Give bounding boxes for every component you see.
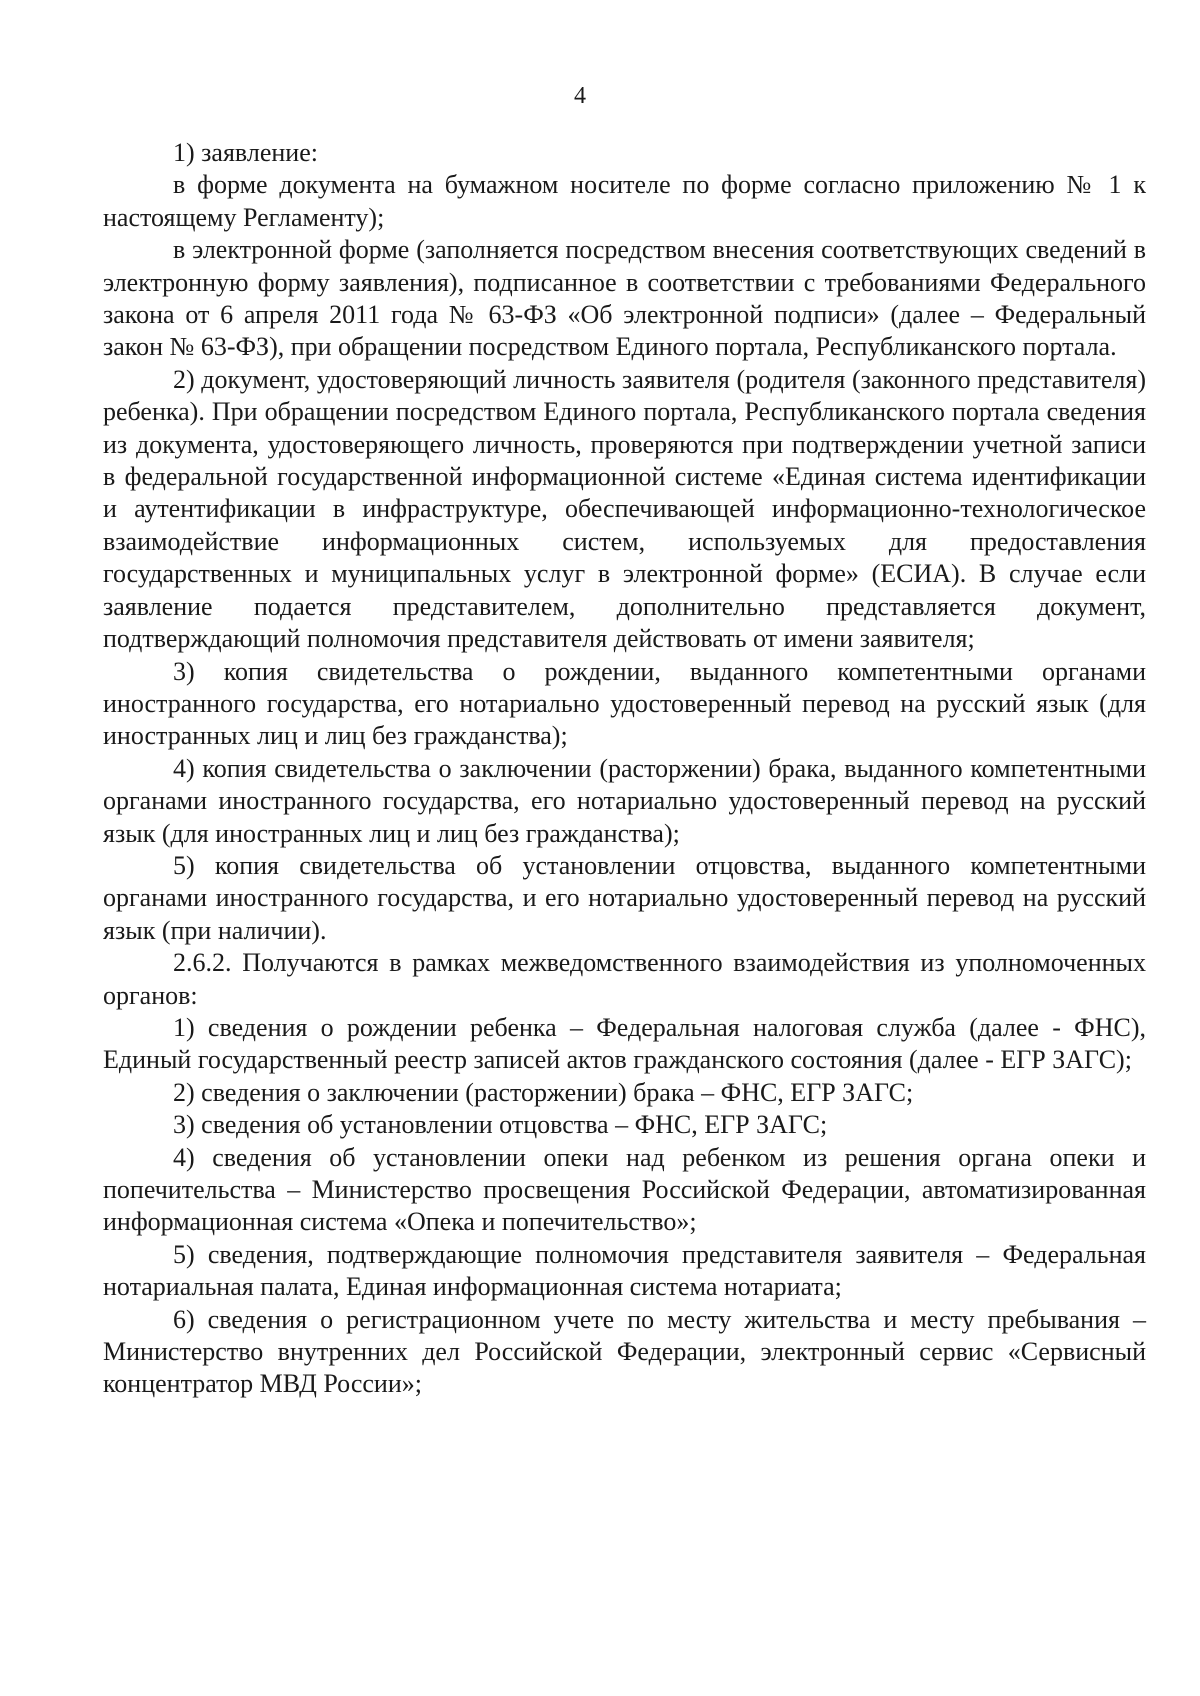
paragraph-electronic-form: в электронной форме (заполняется посредством внесения соответствующих сведений в электронную форму заявления), подписанное в соответствии с требованиями Федерального закона от 6 апреля 2011 года № 63-ФЗ «Об электронной подписи» (далее – Федеральный закон № 63-ФЗ), при обращении посредством Единого портала, Республиканского портала. xyxy=(103,235,1146,362)
paragraph-item-2-identity-document: 2) документ, удостоверяющий личность заявителя (родителя (законного представителя) ребенка). При обращении посредством Единого портала, Республиканского портала сведения из документа, удостоверяющего личность, проверяются при подтверждении учетной записи в федеральной государственной информационной системе «Единая система идентификации и аутентификации в инфраструктуре, обеспечивающей информационно-технологическое взаимодействие информационных систем, используемых для предоставления государственных и муниципальных услуг в электронной форме» (ЕСИА). В случае если заявление подается представителем, дополнительно представляется документ, подтверждающий полномочия представителя действовать от имени заявителя; xyxy=(103,364,1146,654)
page-number: 4 xyxy=(574,83,586,109)
document-body xyxy=(103,137,1146,1401)
paragraph-item-1-application: 1) заявление: xyxy=(173,138,318,167)
paragraph-paper-form: в форме документа на бумажном носителе по форме согласно приложению № 1 к настоящему Регламенту); xyxy=(103,170,1146,232)
paragraph-info-6-registration: 6) сведения о регистрационном учете по месту жительства и месту пребывания – Министерство внутренних дел Российской Федерации, электронный сервис «Сервисный концентратор МВД России»; xyxy=(103,1304,1146,1399)
paragraph-item-4-marriage-certificate: 4) копия свидетельства о заключении (расторжении) брака, выданного компетентными органами иностранного государства, его нотариально удостоверенный перевод на русский язык (для иностранных лиц и лиц без гражданства); xyxy=(103,753,1146,848)
paragraph-info-2-marriage: 2) сведения о заключении (расторжении) брака – ФНС, ЕГР ЗАГС; xyxy=(173,1077,914,1107)
paragraph-info-3-paternity: 3) сведения об установлении отцовства – ФНС, ЕГР ЗАГС; xyxy=(173,1110,828,1140)
paragraph-item-5-paternity-certificate: 5) копия свидетельства об установлении отцовства, выданного компетентными органами иностранного государства, и его нотариально удостоверенный перевод на русский язык (при наличии). xyxy=(103,850,1146,945)
paragraph-info-5-representative: 5) сведения, подтверждающие полномочия представителя заявителя – Федеральная нотариальная палата, Единая информационная система нотариата; xyxy=(103,1239,1146,1302)
paragraph-info-1-birth: 1) сведения о рождении ребенка – Федеральная налоговая служба (далее - ФНС), Единый государственный реестр записей актов гражданского состояния (далее - ЕГР ЗАГС); xyxy=(103,1012,1146,1075)
paragraph-info-4-guardianship: 4) сведения об установлении опеки над ребенком из решения органа опеки и попечительства – Министерство просвещения Российской Федерации, автоматизированная информационная система «Опека и попечительство»; xyxy=(103,1142,1146,1237)
paragraph-section-2-6-2: 2.6.2. Получаются в рамках межведомственного взаимодействия из уполномоченных органов: xyxy=(103,948,1146,1010)
paragraph-item-3-birth-certificate: 3) копия свидетельства о рождении, выданного компетентными органами иностранного государства, его нотариально удостоверенный перевод на русский язык (для иностранных лиц и лиц без гражданства); xyxy=(103,656,1146,751)
